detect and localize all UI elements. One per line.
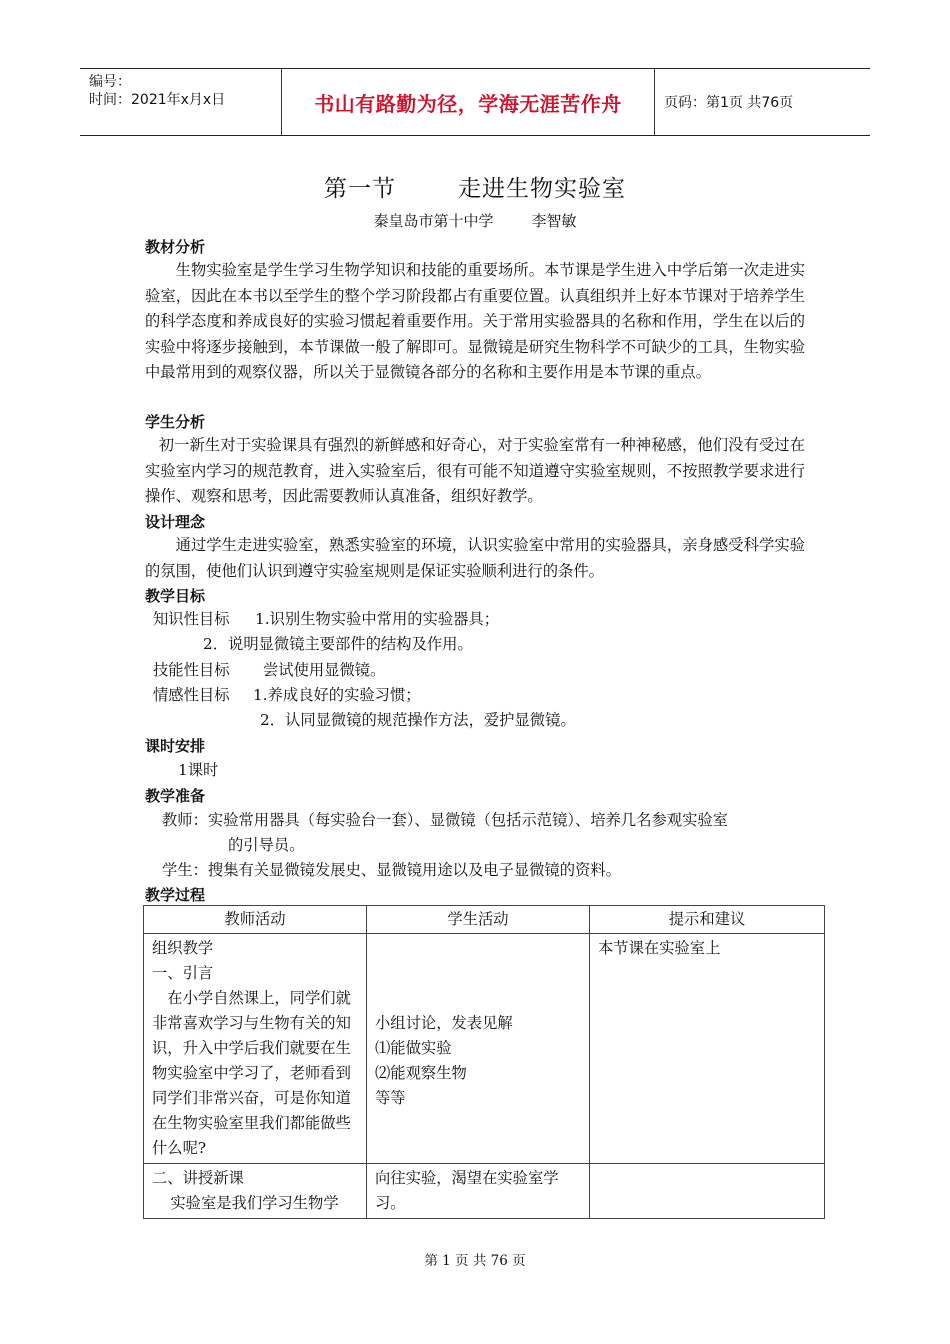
goal-emotion-1: 1.养成良好的实验习惯； — [253, 686, 421, 704]
header-time: 时间：2021年x月x日 — [89, 92, 226, 108]
cell-paragraph: 向往实验，渴望在实验室学习。 — [375, 1169, 559, 1212]
cell-teacher-activity — [144, 934, 367, 1164]
header-meta — [80, 69, 280, 135]
byline-school: 秦皇岛市第十中学 — [373, 212, 494, 230]
byline-author: 李智敏 — [531, 212, 577, 230]
paragraph-student-analysis: 初一新生对于实验课具有强烈的新鲜感和好奇心，对于实验室常有一种神秘感，他们没有受过在实验室内学习的规范教育，进入实验室后，很有可能不知道遵守实验室规则，不按照教学要求进行操作、观察和思考，因此需要教师认真准备，组织好教学。 — [145, 436, 805, 505]
cell-student-activity — [367, 1164, 590, 1219]
header-number: 编号： — [89, 74, 131, 90]
schedule-value: 1课时 — [178, 761, 219, 779]
header-motto-cell — [281, 69, 655, 135]
table-header-student: 学生活动 — [367, 906, 590, 934]
prep-student-line: 学生：搜集有关显微镜发展史、显微镜用途以及电子显微镜的资料。 — [162, 861, 621, 879]
title-section: 第一节 — [324, 176, 396, 202]
document-header — [80, 68, 870, 136]
heading-textbook-analysis: 教材分析 — [145, 238, 206, 256]
cell-paragraph: 在小学自然课上，同学们就非常喜欢学习与生物有关的知识，升入中学后我们就要在生物实验室中学习了，老师看到同学们非常兴奋，可是你知道在生物实验室里我们都能做些什么呢? — [152, 989, 351, 1157]
prep-teacher-line1: 教师：实验常用器具（每实验台一套）、显微镜（包括示范镜）、培养几名参观实验室 — [162, 811, 728, 829]
cell-line: 本节课在实验室上 — [598, 939, 721, 957]
heading-student-analysis: 学生分析 — [145, 413, 206, 431]
heading-teaching-goals: 教学目标 — [145, 587, 206, 605]
heading-design-concept: 设计理念 — [145, 513, 206, 531]
cell-paragraph: 实验室是我们学习生物学 — [170, 1194, 339, 1212]
goal-knowledge-2: 2．说明显微镜主要部件的结构及作用。 — [203, 635, 473, 653]
cell-teacher-activity — [144, 1164, 367, 1219]
heading-schedule: 课时安排 — [145, 737, 206, 755]
cell-line: 组织教学 — [152, 939, 214, 957]
cell-line: 二、讲授新课 — [152, 1169, 244, 1187]
page-title — [0, 170, 950, 203]
goal-skill-1: 尝试使用显微镜。 — [263, 661, 386, 679]
heading-preparation: 教学准备 — [145, 787, 206, 805]
heading-teaching-process: 教学过程 — [145, 886, 206, 904]
teaching-process-table — [143, 905, 825, 1219]
goal-emotion-2: 2．认同显微镜的规范操作方法，爱护显微镜。 — [260, 711, 576, 729]
table-row — [144, 934, 825, 1164]
cell-line: ⑵能观察生物 — [375, 1064, 467, 1082]
table-header-teacher: 教师活动 — [144, 906, 367, 934]
cell-tips — [590, 934, 825, 1164]
page-footer: 第 1 页 共 76 页 — [424, 1253, 526, 1269]
cell-student-activity — [367, 934, 590, 1164]
table-row — [144, 1164, 825, 1219]
cell-line: 小组讨论，发表见解 — [375, 1014, 513, 1032]
cell-tips — [590, 1164, 825, 1219]
goal-knowledge-1: 1.识别生物实验中常用的实验器具； — [255, 610, 500, 628]
table-header-row — [144, 906, 825, 934]
cell-line: 等等 — [375, 1089, 406, 1107]
header-page-info: 页码：第1页 共76页 — [664, 95, 794, 111]
goal-emotion-label: 情感性目标 — [153, 686, 230, 704]
table-header-tips: 提示和建议 — [590, 906, 825, 934]
goal-knowledge-label: 知识性目标 — [153, 610, 230, 628]
goal-skill-label: 技能性目标 — [153, 661, 230, 679]
paragraph-design-concept: 通过学生走进实验室，熟悉实验室的环境，认识实验室中常用的实验器具，亲身感受科学实验的氛围，使他们认识到遵守实验室规则是保证实验顺利进行的条件。 — [145, 536, 805, 580]
title-topic: 走进生物实验室 — [458, 176, 626, 202]
prep-teacher-line2: 的引导员。 — [228, 836, 305, 854]
paragraph-textbook-analysis: 生物实验室是学生学习生物学知识和技能的重要场所。本节课是学生进入中学后第一次走进实验室，因此在本书以至学生的整个学习阶段都占有重要位置。认真组织并上好本节课对于培养学生的科学态度和养成良好的实验习惯起着重要作用。关于常用实验器具的名称和作用，学生在以后的实验中将逐步接触到，本节课做一般了解即可。显微镜是研究生物科学不可缺少的工具，生物实验中最常用到的观察仪器，所以关于显微镜各部分的名称和主要作用是本节课的重点。 — [145, 261, 805, 381]
cell-line: 一、引言 — [152, 964, 214, 982]
byline — [0, 210, 950, 231]
cell-line: ⑴能做实验 — [375, 1039, 452, 1057]
header-motto: 书山有路勤为径，学海无涯苦作舟 — [314, 91, 622, 116]
